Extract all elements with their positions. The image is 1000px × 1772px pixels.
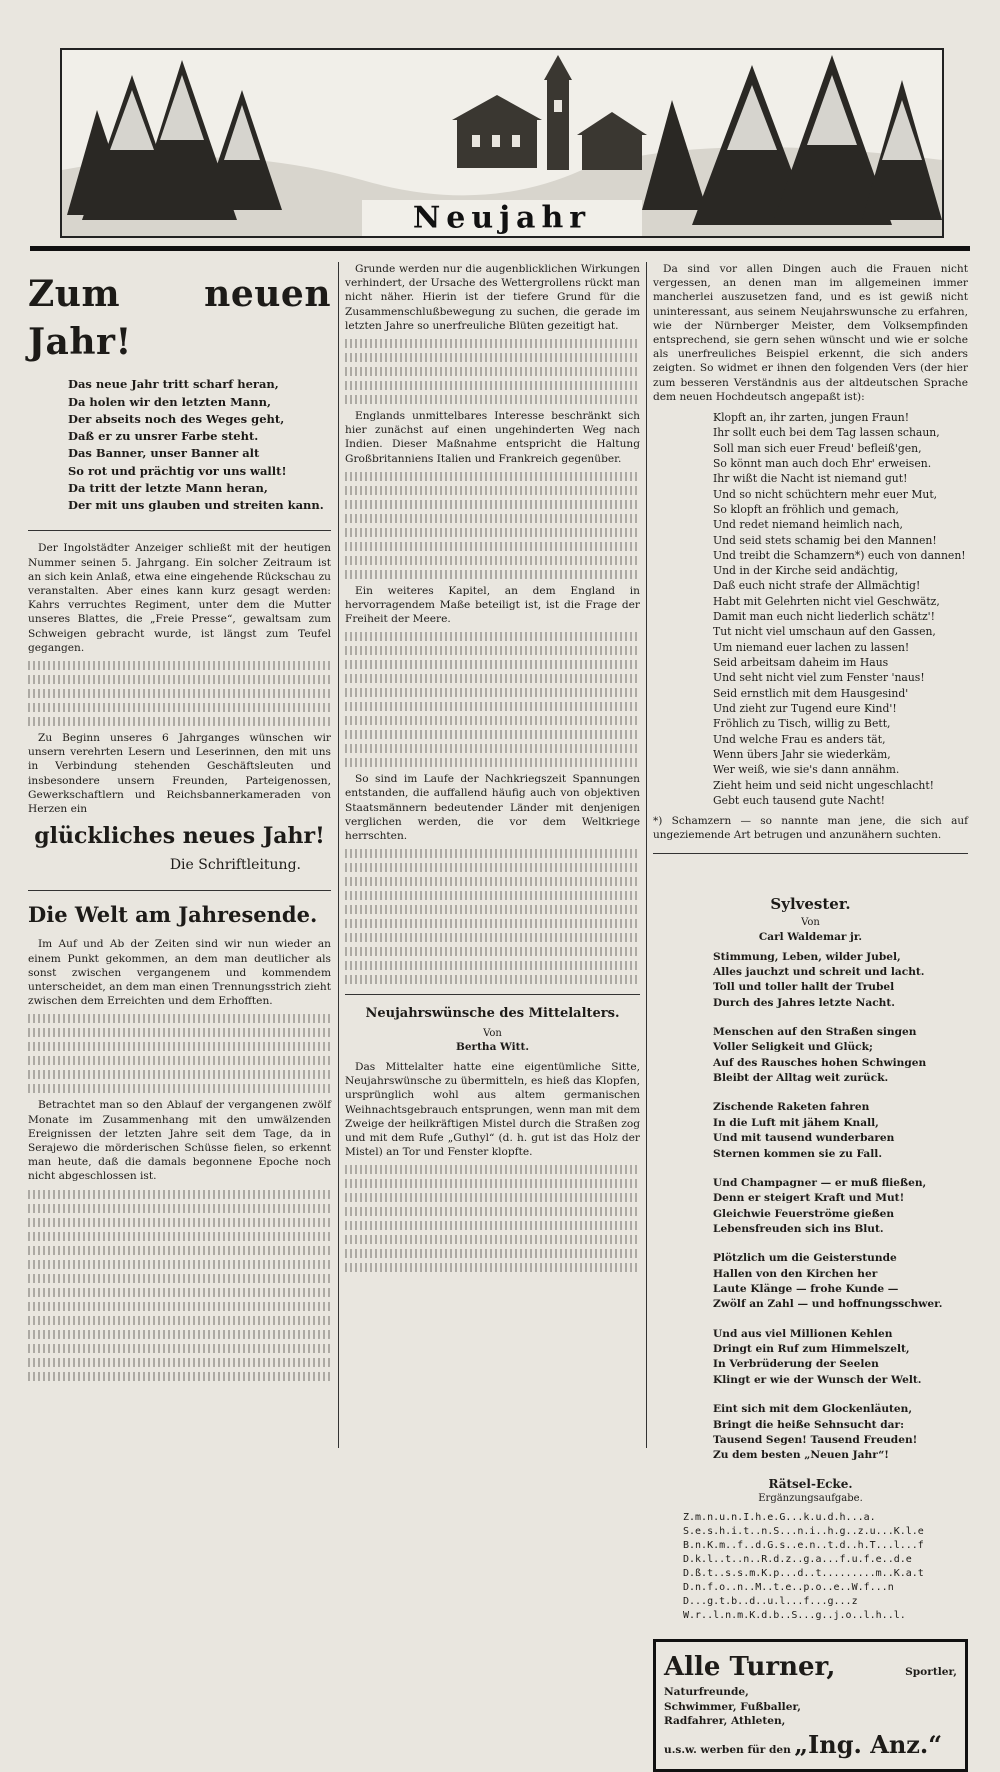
poem-line: In Verbrüderung der Seelen [713,1358,879,1371]
article-paragraph: Im Auf und Ab der Zeiten sind wir nun wieder an einem Punkt gekommen, an dem man deutlicher als sonst zwischen vergangenem und kommendem unterscheidet, an dem man einen Trennungsstrich zieht zwischen dem Erreichten und dem Erhofften. [28,938,331,1008]
ad-text: Schwimmer, Fußballer, [664,1700,801,1713]
byline-author: Carl Waldemar jr. [758,930,863,943]
illegible-text [28,1274,331,1283]
illegible-text [28,1204,331,1213]
poem-line: Stimmung, Leben, wilder Jubel, [713,950,901,963]
poem-line: Menschen auf den Straßen singen [713,1026,917,1039]
poem-line: Sternen kommen sie zu Fall. [713,1147,883,1160]
poem-line: Seid arbeitsam daheim im Haus [713,656,889,670]
poem-line: Und seht nicht viel zum Fenster 'naus! [713,671,925,685]
poem-line: Und mit tausend wunderbaren [713,1132,895,1145]
illegible-text [28,1246,331,1255]
illegible-text [28,1316,331,1325]
puzzle-grid [683,1511,968,1623]
illegible-text [345,891,640,900]
poem-line: Plötzlich um die Geisterstunde [713,1252,897,1265]
poem-line: Und treibt die Schamzern*) euch von dannen! [713,548,966,562]
poem-line: Klopft an, ihr zarten, jungen Fraun! [713,410,910,424]
illegible-text [345,339,640,348]
puzzle-row: D...g.t.b..d..u.l...f...g...z [683,1596,858,1608]
illegible-text [345,542,640,551]
article-paragraph: Zu Beginn unseres 6 Jahrganges wünschen wir unsern verehrten Lesern und Leserinnen, den mit uns in Verbindung stehenden Geschäftsleuten und insbesondere unsern Freunden, Parteigenossen, Gewerkschaftlern und Reichsbannerkameraden von Herzen ein [28,731,331,815]
poem-line: Das Banner, unser Banner alt [68,446,260,461]
article-paragraph: Englands unmittelbares Interesse beschränkt sich hier zunächst auf einen ungehinderten Weg nach Indien. Dieser Maßnahme entspricht die Haltung Großbritanniens Italien und Frankreich gegenüber. [345,409,640,465]
illegible-text [28,1232,331,1241]
illegible-text [28,675,331,684]
poem-line: Voller Seligkeit und Glück; [713,1041,873,1054]
column-divider [338,262,339,1448]
poem-line: Zwölf an Zahl — und hoffnungsschwer. [713,1298,943,1311]
poem-line: Daß euch nicht strafe der Allmächtig! [713,579,921,593]
illegible-text [345,570,640,579]
column-1 [28,262,331,1448]
poem-line: So könnt man auch doch Ehr' erweisen. [713,456,932,470]
illegible-text [28,1358,331,1367]
illegible-text [28,1056,331,1065]
column-2 [345,262,640,1448]
column-3 [653,262,968,1760]
illegible-text [345,1235,640,1244]
stanza-gap [713,1011,968,1025]
illegible-text [345,716,640,725]
illegible-text [28,689,331,698]
illegible-text [345,353,640,362]
illegible-text [345,528,640,537]
poem-line: Wer weiß, wie sie's dann annähm. [713,763,900,777]
illegible-text [345,947,640,956]
illegible-text [345,556,640,565]
illegible-text [345,367,640,376]
poem-line: Gleichwie Feuerströme gießen [713,1207,895,1220]
stanza-gap [713,1086,968,1100]
poem-line: Bringt die heiße Sehnsucht dar: [713,1418,905,1431]
poem-line: Und zieht zur Tugend eure Kind'! [713,702,897,716]
poem-line: Tausend Segen! Tausend Freuden! [713,1433,918,1446]
puzzle-row: D.ß.t..s.s.m.K.p...d..t.........m..K.a.t [683,1568,924,1580]
poem-line: Und seid stets schamig bei den Mannen! [713,533,937,547]
article-paragraph: Der Ingolstädter Anzeiger schließt mit der heutigen Nummer seinen 5. Jahrgang. Ein solcher Zeitraum ist an sich kein Anlaß, etwa eine eingehende Rückschau zu veranstalten. Aber eines kann kurz gesagt werden: Kahrs verruchtes Regiment, unter dem die Mutter unseres Blattes, die „Freie Presse“, gewaltsam zum Schweigen gebracht wurde, ist längst zum Teufel gegangen. [28,542,331,654]
section-title-world-year-end: Die Welt am Jahresende. [28,902,318,928]
illegible-text [345,646,640,655]
illegible-text [28,1070,331,1079]
poem-line: Klingt er wie der Wunsch der Welt. [713,1373,922,1386]
poem-line: Auf des Rausches hohen Schwingen [713,1056,927,1069]
illegible-text [345,919,640,928]
poem-line: Fröhlich zu Tisch, willig zu Bett, [713,717,891,731]
stanza-gap [713,1237,968,1251]
illegible-text [345,688,640,697]
stanza-gap [713,1162,968,1176]
illegible-text [345,744,640,753]
greeting-line: glückliches neues Jahr! [34,823,325,850]
poem-line: Um niemand euer lachen zu lassen! [713,640,910,654]
divider [28,530,331,531]
poem-line: Dringt ein Ruf zum Himmelszelt, [713,1343,910,1356]
illegible-text [345,1193,640,1202]
poem-line: Der abseits noch des Weges geht, [68,411,285,426]
stanza-gap [713,1313,968,1327]
medieval-poem [713,410,968,809]
illegible-text [345,1263,640,1272]
puzzle-subtitle: Ergänzungsaufgabe. [758,1492,863,1504]
illegible-text [345,877,640,886]
illegible-text [345,961,640,970]
poem-line: Lebensfreuden sich ins Blut. [713,1222,884,1235]
poem-line: Da tritt der letzte Mann heran, [68,480,268,495]
illegible-text [28,1330,331,1339]
advertisement-box [653,1639,968,1772]
article-paragraph: So sind im Laufe der Nachkriegszeit Spannungen entstanden, die auffallend häufig auch von objektiven Staatsmännern bedeutender Länder mit denjenigen verglichen werden, die vor dem Weltkriege herrschten. [345,773,640,842]
illegible-text [345,472,640,481]
poem-line: Zu dem besten „Neuen Jahr“! [713,1449,889,1462]
puzzle-row: Z.m.n.u.n.I.h.e.G...k.u.d.h...a. [683,1512,876,1524]
illegible-text [345,905,640,914]
illegible-text [345,1249,640,1258]
poem-line: Und aus viel Millionen Kehlen [713,1327,893,1340]
illegible-text [345,975,640,984]
poem-line: Und welche Frau es anders tät, [713,732,886,746]
illegible-text [28,717,331,726]
illegible-text [345,758,640,767]
puzzle-row: B.n.K.m..f..d.G.s..e.n..t.d..h.T...l...f [683,1540,924,1552]
illegible-text [345,1165,640,1174]
stanza-gap [713,1388,968,1402]
poem-line: Denn er steigert Kraft und Mut! [713,1192,905,1205]
puzzle-title: Rätsel-Ecke. [768,1476,853,1491]
poem-line: Zischende Raketen fahren [713,1101,870,1114]
illegible-text [345,1221,640,1230]
ad-text: u.s.w. werben für den [664,1744,791,1757]
poem-line: Und so nicht schüchtern mehr euer Mut, [713,487,938,501]
masthead-title: Neujahr [412,200,592,236]
illegible-text [345,933,640,942]
poem-line: Damit man euch nicht liederlich schätz'! [713,610,935,624]
illegible-text [345,1207,640,1216]
poem-line: Zieht heim und seid nicht ungeschlacht! [713,778,935,792]
poem-line: Seid ernstlich mit dem Hausgesind' [713,686,909,700]
poem-line: Habt mit Gelehrten nicht viel Geschwätz, [713,594,940,608]
poem-line: Da holen wir den letzten Mann, [68,394,271,409]
headline-new-year: Zum neuen Jahr! [28,273,331,364]
divider [653,853,968,854]
illegible-text [28,1014,331,1023]
illegible-text [345,730,640,739]
poem-line: Durch des Jahres letzte Nacht. [713,996,895,1009]
illegible-text [345,486,640,495]
byline-von: Von [801,917,820,929]
ad-headline: Alle Turner, [664,1652,836,1683]
poem-line: Und Champagner — er muß fließen, [713,1176,927,1189]
poem-line: Der mit uns glauben und streiten kann. [68,498,324,513]
poem-line: Laute Klänge — frohe Kunde — [713,1283,899,1296]
illegible-text [28,703,331,712]
masthead-rule [30,246,970,251]
divider [28,890,331,891]
illegible-text [345,702,640,711]
poem-line: Toll und toller hallt der Trubel [713,981,895,994]
illegible-text [28,1218,331,1227]
illegible-text [28,1344,331,1353]
article-paragraph: Betrachtet man so den Ablauf der vergangenen zwölf Monate im Zusammenhang mit den umwälzenden Ereignissen der letzten Jahre seit dem Tage, da in Serajewo die mörderischen Schüsse fielen, so erkennt man heute, daß die damals begonnene Epoche noch nicht abgeschlossen ist. [28,1099,331,1183]
poem-line: Und in der Kirche seid andächtig, [713,564,899,578]
illegible-text [345,500,640,509]
poem-line: Alles jauchzt und schreit und lacht. [713,965,925,978]
ad-brand: „Ing. Anz.“ [794,1730,943,1760]
puzzle-row: W.r..l.n.m.K.d.b..S...g..j.o..l.h..l. [683,1610,906,1622]
poem-line: So klopft an fröhlich und gemach, [713,502,899,516]
opening-poem [68,376,331,514]
byline-von: Von [483,1027,502,1039]
poem-line: Eint sich mit dem Glockenläuten, [713,1403,913,1416]
poem-line: So rot und prächtig vor uns wallt! [68,463,287,478]
poem-line: Daß er zu unsrer Farbe steht. [68,429,259,444]
section-title-medieval-wishes: Neujahrswünsche des Mittelalters. [365,1006,620,1022]
illegible-text [345,632,640,641]
illegible-text [28,1042,331,1051]
illegible-text [345,660,640,669]
article-paragraph: Grunde werden nur die augenblicklichen Wirkungen verhindert, der Ursache des Wettergrollens rückt man nicht näher. Hierin ist der tiefere Grund für die Zusammenschlußbewegung zu suchen, die gerade im letzten Jahre so unerfreuliche Blüten gezeitigt hat. [345,263,640,332]
puzzle-row: D.n.f.o..n..M..t.e..p.o..e..W.f...n [683,1582,894,1594]
poem-line: Das neue Jahr tritt scharf heran, [68,377,279,392]
signature: Die Schriftleitung. [169,856,301,873]
illegible-text [28,1190,331,1199]
poem-line: Bleibt der Alltag weit zurück. [713,1072,889,1085]
illegible-text [28,1084,331,1093]
poem-line: In die Luft mit jähem Knall, [713,1116,879,1129]
poem-line: Ihr wißt die Nacht ist niemand gut! [713,472,908,486]
illegible-text [28,661,331,670]
sylvester-poem [713,950,968,1464]
sylvester-title: Sylvester. [770,895,851,914]
poem-line: Wenn übers Jahr sie wiederkäm, [713,748,891,762]
article-paragraph: Ein weiteres Kapitel, an dem England in hervorragendem Maße beteiligt ist, ist die Frage der Freiheit der Meere. [345,584,640,626]
illegible-text [28,1028,331,1037]
poem-line: Ihr sollt euch bei dem Tag lassen schaun, [713,426,940,440]
illegible-text [345,674,640,683]
puzzle-row: S.e.s.h.i.t..n.S...n.i..h.g..z.u...K.l.e [683,1526,924,1538]
ad-text: Sportler, Naturfreunde, [664,1666,957,1698]
poem-line: Gebt euch tausend gute Nacht! [713,794,886,808]
footnote: *) Schamzern — so nannte man jene, die sich auf ungeziemende Art betrugen und anzunähern suchten. [653,815,968,842]
puzzle-row: D.k.l..t..n..R.d.z..g.a...f.u.f.e..d.e [683,1554,912,1566]
poem-line: Tut nicht viel umschaun auf den Gassen, [713,625,936,639]
illegible-text [345,381,640,390]
masthead-banner [60,48,944,238]
divider [345,994,640,995]
illegible-text [345,514,640,523]
byline-author: Bertha Witt. [456,1040,529,1053]
illegible-text [345,1179,640,1188]
illegible-text [28,1302,331,1311]
illegible-text [345,849,640,858]
poem-line: Hallen von den Kirchen her [713,1267,878,1280]
illegible-text [28,1288,331,1297]
illegible-text [28,1372,331,1381]
illegible-text [28,1260,331,1269]
illegible-text [345,395,640,404]
article-paragraph: Das Mittelalter hatte eine eigentümliche Sitte, Neujahrswünsche zu übermitteln, es hieß das Klopfen, ursprünglich wohl aus altem germanischen Weihnachtsgebrauch entsprungen, wenn man mit dem Zweige der heilkräftigen Mistel durch die Straßen zog und mit dem Rufe „Guthyl“ (d. h. gut ist das Holz der Mistel) an Tor und Fenster klopfte. [345,1061,640,1159]
poem-line: Soll man sich euer Freud' befleiß'gen, [713,441,922,455]
ad-text: Radfahrer, Athleten, [664,1715,786,1728]
illegible-text [345,863,640,872]
column-divider [646,262,647,1448]
article-paragraph: Da sind vor allen Dingen auch die Frauen nicht vergessen, an denen man im allgemeinen immer mancherlei auszusetzen fand, und es ist gewiß nicht uninteressant, aus seinem Neujahrswunsche zu erfahren, wie der Nürnberger Meister, dem Volksempfinden entsprechend, sie gern sehen wünscht und wie er solche als unerfreuliches Beispiel erkennt, die sich anders zeigten. So widmet er ihnen den folgenden Vers (der hier zum besseren Verständnis aus der altdeutschen Sprache dem neuen Hochdeutsch angepaßt ist): [653,263,968,403]
poem-line: Und redet niemand heimlich nach, [713,518,903,532]
